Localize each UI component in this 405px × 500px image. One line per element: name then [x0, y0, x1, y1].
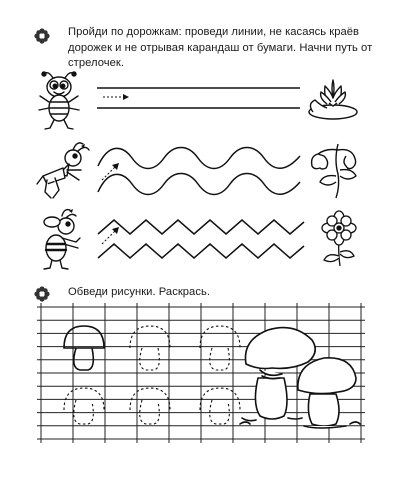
mushroom-outline-icon [60, 322, 260, 432]
start-arrow-icon [100, 162, 122, 182]
grasshopper-icon [33, 140, 95, 200]
start-arrow-icon [103, 93, 131, 101]
task1-instruction: Пройди по дорожкам: проведи линии, не касаясь краёв дорожек и не отрывая карандаш от бумаги. Начни путь от стрелочек. [68, 26, 373, 69]
bellflower-icon [308, 140, 360, 200]
lily-flower-icon [305, 78, 363, 122]
mushrooms-drawing-icon [238, 320, 364, 430]
daisy-icon [316, 212, 362, 268]
bee-icon [36, 208, 88, 272]
wave-track [96, 142, 306, 206]
bug-icon [36, 70, 82, 132]
zigzag-track [96, 210, 308, 266]
flower-bullet-icon [34, 28, 50, 44]
task2-instruction: Обведи рисунки. Раскрась. [68, 286, 211, 298]
flower-bullet-icon [34, 286, 50, 302]
start-arrow-icon [100, 226, 122, 246]
